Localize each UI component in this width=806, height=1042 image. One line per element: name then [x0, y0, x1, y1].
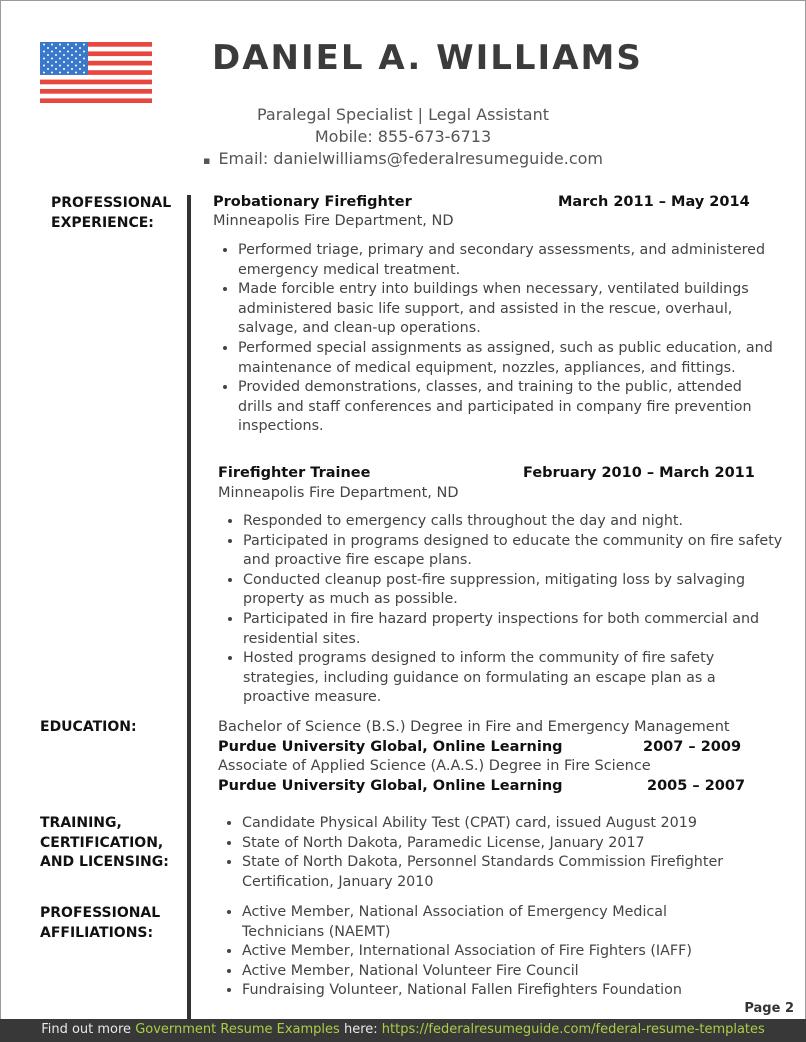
email-address: Email: danielwilliams@federalresumeguide.com: [218, 149, 604, 168]
job-dates: March 2011 – May 2014: [558, 194, 750, 210]
affiliations-label-line2: AFFILIATIONS:: [40, 924, 154, 941]
flag-star: [63, 68, 65, 70]
job-title: Probationary Firefighter: [213, 194, 412, 210]
job-organization: Minneapolis Fire Department, ND: [218, 485, 459, 501]
email-bullet: ▪: [202, 154, 211, 167]
list-item: • Participated in fire hazard property inspections for both commercial and residential sites.: [243, 610, 783, 649]
flag-star: [67, 65, 69, 67]
flag-star: [83, 44, 85, 46]
list-item: • Candidate Physical Ability Test (CPAT) card, issued August 2019: [242, 814, 782, 834]
flag-star: [51, 44, 53, 46]
flag-star: [55, 54, 57, 56]
flag-star: [59, 44, 61, 46]
flag-star: [55, 47, 57, 49]
affiliations-list: [222, 903, 742, 1001]
footer-url-link[interactable]: https://federalresumeguide.com/federal-resume-templates: [381, 1022, 765, 1037]
list-item: • State of North Dakota, Personnel Standards Commission Firefighter Certification, January 2010: [242, 853, 782, 892]
flag-star: [43, 65, 45, 67]
affiliations-label-line1: PROFESSIONAL: [40, 905, 161, 921]
footer-middle: here:: [339, 1022, 382, 1037]
flag-star: [43, 51, 45, 53]
flag-star: [55, 61, 57, 63]
job-roles: Paralegal Specialist | Legal Assistant: [256, 105, 550, 124]
list-item: • Provided demonstrations, classes, and training to the public, attended drills and staff conferences and participated in company fire prevention inspections.: [238, 378, 778, 437]
flag-star: [51, 51, 53, 53]
email-line: [0, 149, 806, 168]
flag-star: [75, 58, 77, 60]
training-list: [222, 814, 782, 892]
list-item: • Performed triage, primary and secondary assessments, and administered emergency medical treatment.: [238, 241, 778, 280]
school-name: Purdue University Global, Online Learning: [218, 739, 563, 755]
job-dates: February 2010 – March 2011: [523, 465, 755, 481]
flag-star: [67, 51, 69, 53]
flag-star: [59, 51, 61, 53]
flag-star: [43, 44, 45, 46]
flag-star: [71, 68, 73, 70]
experience-label: [51, 194, 171, 233]
flag-star: [67, 44, 69, 46]
list-item: • Fundraising Volunteer, National Fallen Firefighters Foundation: [242, 981, 742, 1001]
flag-star: [51, 58, 53, 60]
footer-bar: [0, 1019, 806, 1042]
flag-star: [67, 58, 69, 60]
flag-star: [51, 65, 53, 67]
experience-label-line1: PROFESSIONAL: [51, 195, 172, 211]
flag-star: [75, 51, 77, 53]
job-duties-list: [218, 241, 778, 437]
affiliations-label: [40, 904, 160, 943]
flag-star: [75, 44, 77, 46]
flag-star: [79, 54, 81, 56]
education-years: 2005 – 2007: [647, 778, 746, 794]
us-flag-icon: [40, 42, 152, 103]
flag-star: [63, 47, 65, 49]
list-item: • Performed special assignments as assigned, such as public education, and maintenance of medical equipment, nozzles, appliances, and fittings.: [238, 339, 778, 378]
footer-examples-link[interactable]: Government Resume Examples: [135, 1022, 340, 1037]
flag-star: [67, 72, 69, 74]
degree-name: Bachelor of Science (B.S.) Degree in Fire and Emergency Management: [218, 719, 730, 735]
flag-star: [83, 58, 85, 60]
job-title: Firefighter Trainee: [218, 465, 371, 481]
list-item: • Responded to emergency calls throughout the day and night.: [243, 512, 783, 532]
flag-star: [59, 65, 61, 67]
education-years: 2007 – 2009: [643, 739, 742, 755]
flag-star: [43, 58, 45, 60]
job-duties-list: [223, 512, 783, 708]
flag-star: [79, 68, 81, 70]
list-item: • Active Member, National Volunteer Fire Council: [242, 962, 742, 982]
flag-star: [47, 47, 49, 49]
degree-name: Associate of Applied Science (A.A.S.) Degree in Fire Science: [218, 758, 651, 774]
training-label-line2: CERTIFICATION,: [40, 834, 164, 851]
page-number: Page 2: [744, 1001, 794, 1016]
education-label: EDUCATION:: [40, 719, 137, 735]
list-item: • Hosted programs designed to inform the community of fire safety strategies, including guidance on formulating an escape plan as a proactive measure.: [243, 649, 783, 708]
flag-star: [75, 65, 77, 67]
flag-star: [71, 61, 73, 63]
flag-star: [79, 61, 81, 63]
list-item: • Participated in programs designed to educate the community on fire safety and proactive fire escape plans.: [243, 532, 783, 571]
flag-star: [63, 61, 65, 63]
flag-star: [43, 72, 45, 74]
list-item: • Conducted cleanup post-fire suppression, mitigating loss by salvaging property as much as possible.: [243, 571, 783, 610]
training-label: [40, 814, 169, 873]
list-item: • State of North Dakota, Paramedic License, January 2017: [242, 834, 782, 854]
flag-star: [55, 68, 57, 70]
school-name: Purdue University Global, Online Learning: [218, 778, 563, 794]
flag-star: [59, 72, 61, 74]
training-label-line3: AND LICENSING:: [40, 854, 169, 870]
list-item: • Active Member, International Association of Fire Fighters (IAFF): [242, 942, 742, 962]
flag-star: [63, 54, 65, 56]
list-item: • Made forcible entry into buildings when necessary, ventilated buildings administered basic life support, and assisted in the rescue, overhaul, salvage, and clean-up operations.: [238, 280, 778, 339]
training-label-line1: TRAINING,: [40, 815, 122, 831]
mobile-number: Mobile: 855-673-6713: [314, 127, 492, 146]
flag-star: [75, 72, 77, 74]
flag-star: [59, 58, 61, 60]
flag-star: [83, 72, 85, 74]
flag-star: [83, 51, 85, 53]
flag-star: [47, 68, 49, 70]
flag-star: [79, 47, 81, 49]
flag-star: [83, 65, 85, 67]
footer-prefix: Find out more: [41, 1022, 136, 1037]
flag-star: [47, 54, 49, 56]
flag-star: [71, 54, 73, 56]
list-item: • Active Member, National Association of Emergency Medical Technicians (NAEMT): [242, 903, 742, 942]
vertical-divider: [187, 195, 191, 1020]
flag-star: [47, 61, 49, 63]
candidate-name: DANIEL A. WILLIAMS: [212, 38, 643, 78]
experience-label-line2: EXPERIENCE:: [51, 214, 154, 231]
flag-star: [51, 72, 53, 74]
job-organization: Minneapolis Fire Department, ND: [213, 213, 454, 229]
flag-star: [71, 47, 73, 49]
